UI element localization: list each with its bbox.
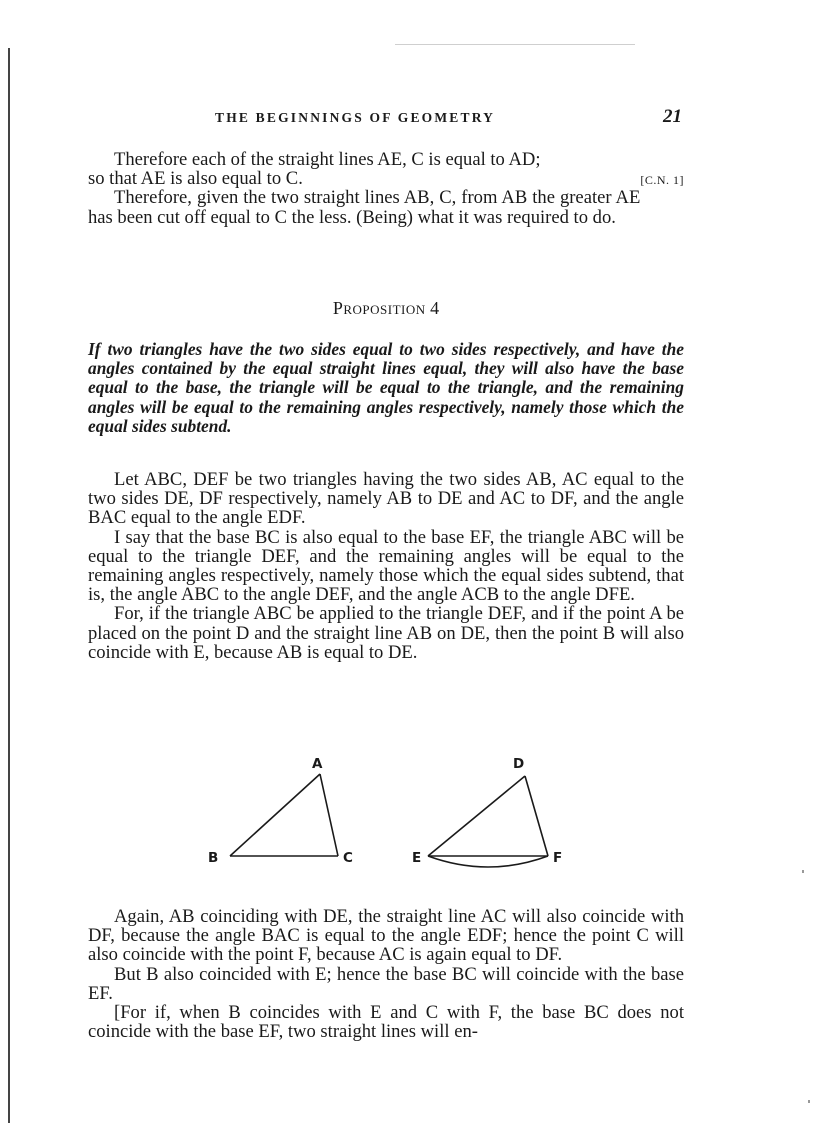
proposition-number: 4 — [430, 298, 440, 318]
paragraph: Therefore each of the straight lines AE, C is equal to AD; — [114, 149, 541, 170]
scan-mark — [802, 870, 804, 873]
proposition-enunciation — [88, 340, 684, 436]
label-c: C — [343, 850, 353, 866]
paragraph: Again, AB coinciding with DE, the straight line AC will also coincide with DF, because the angle BAC is equal to the angle EDF; hence the point C will also coincide with the point F, because AC is again equal to DF. — [88, 906, 684, 966]
paragraph-text: so that AE is also equal to C. — [88, 168, 303, 190]
label-b: B — [208, 850, 219, 866]
enunciation-text: If two triangles have the two sides equal to two sides respectively, and have the angles contained by the equal straight lines equal, they will also have the base equal to the base, the triangle will be equal to the triangle, and the remaining angles will be equal to the remaining angles respectively, namely those which the equal sides subtend. — [88, 339, 684, 436]
paragraph-with-ref — [88, 169, 684, 188]
proposition-label: Proposition — [332, 298, 426, 318]
common-notion-reference: [C.N. 1] — [640, 173, 684, 188]
label-f: F — [553, 850, 563, 866]
label-d: D — [513, 756, 525, 772]
top-text-block — [88, 150, 684, 227]
triangle-def — [428, 776, 548, 867]
page-edge-line — [8, 48, 10, 1123]
paragraph: [For if, when B coincides with E and C with F, the base BC does not coincide with the base EF, two straight lines will en- — [88, 1002, 684, 1043]
paragraph: For, if the triangle ABC be applied to the triangle DEF, and if the point A be placed on the point D and the straight line AB on DE, then the point B will also coincide with E, because AB is equal to DE. — [88, 603, 684, 663]
page-header — [88, 106, 684, 130]
paragraph: Let ABC, DEF be two triangles having the two sides AB, AC equal to the two sides DE, DF respectively, namely AB to DE and AC to DF, and the angle BAC equal to the angle EDF. — [88, 469, 684, 529]
bottom-text-block — [88, 907, 684, 1041]
label-a: A — [312, 756, 323, 772]
label-e: E — [412, 850, 422, 866]
paragraph: But B also coincided with E; hence the base BC will coincide with the base EF. — [88, 963, 684, 1004]
scan-mark — [808, 1100, 810, 1103]
paragraph: I say that the base BC is also equal to the base EF, the triangle ABC will be equal to the triangle DEF, and the remaining angles will be equal to the remaining angles respectively, namely those which the equal sides subtend, that is, the angle ABC to the angle DEF, and the angle ACB to the angle DFE. — [88, 526, 684, 606]
triangle-abc — [230, 774, 338, 856]
paragraph: Therefore, given the two straight lines AB, C, from AB the greater AE has been cut off equal to C the less. (Being) what it was required to do. — [88, 187, 641, 228]
page-number: 21 — [663, 106, 682, 127]
running-title: THE BEGINNINGS OF GEOMETRY — [215, 110, 496, 125]
triangles-figure — [190, 752, 610, 880]
scan-smudge — [395, 44, 635, 45]
proposition-heading — [88, 298, 684, 319]
proof-text-block — [88, 470, 684, 662]
